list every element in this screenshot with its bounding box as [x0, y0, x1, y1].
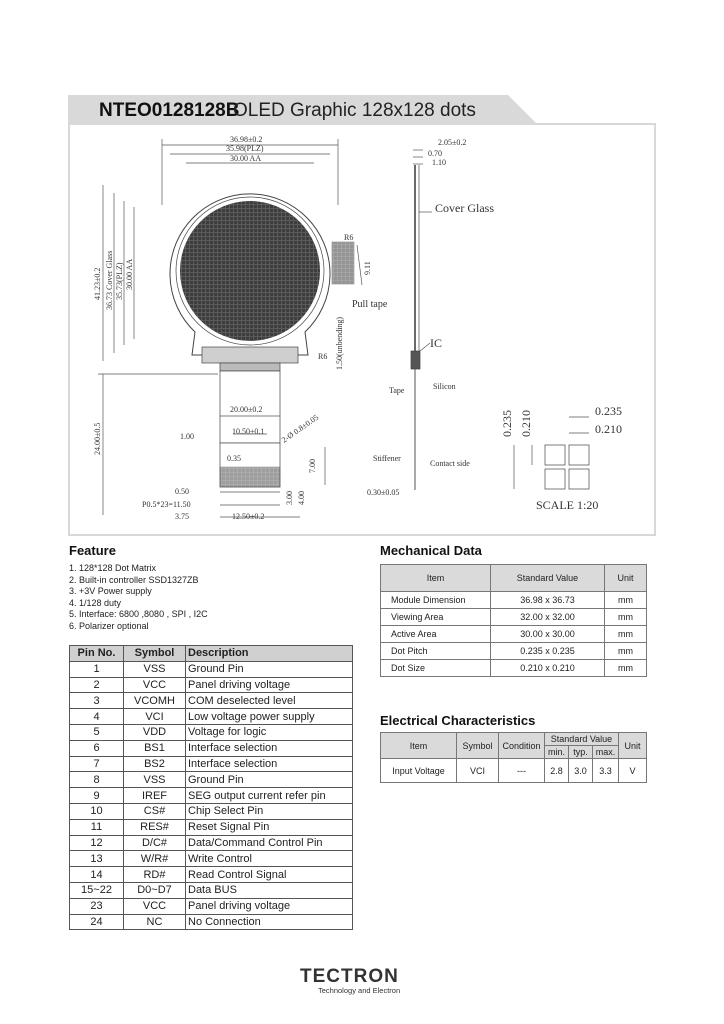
- scale-label: SCALE 1:20: [536, 498, 599, 512]
- table-row: [70, 709, 353, 725]
- table-row: [70, 677, 353, 693]
- pin-no-cell: 5: [70, 724, 124, 740]
- item-header: Item: [381, 565, 491, 592]
- symbol-cell: VCOMH: [124, 693, 186, 709]
- page-title: OLED Graphic 128x128 dots: [233, 100, 476, 121]
- description-cell: Read Control Signal: [186, 867, 353, 883]
- dim-050: 0.50: [175, 487, 189, 496]
- mechanical-table-body: [381, 592, 647, 677]
- description-cell: Data/Command Control Pin: [186, 835, 353, 851]
- dim-100: 1.00: [180, 432, 194, 441]
- dim-fpc-length: 24.00±0.5: [93, 422, 102, 455]
- pin-no-cell: 3: [70, 693, 124, 709]
- dim-110: 1.10: [432, 158, 446, 167]
- table-row: [381, 626, 647, 643]
- table-header-row: [381, 565, 647, 592]
- symbol-cell: BS1: [124, 740, 186, 756]
- description-cell: Write Control: [186, 851, 353, 867]
- pin-no-cell: 9: [70, 788, 124, 804]
- unit-cell: mm: [605, 660, 647, 677]
- pin-no-cell: 2: [70, 677, 124, 693]
- description-cell: Panel driving voltage: [186, 677, 353, 693]
- standard-value-header: Standard Value: [545, 733, 619, 746]
- dim-pitch-v: 0.235: [500, 410, 514, 437]
- symbol-header: Symbol: [457, 733, 499, 759]
- pin-no-cell: 12: [70, 835, 124, 851]
- symbol-cell: VCC: [124, 898, 186, 914]
- dim-300: 3.00: [285, 491, 294, 505]
- description-cell: Interface selection: [186, 756, 353, 772]
- max-cell: 3.3: [593, 759, 619, 783]
- list-item: 5. Interface: 6800 ,8080 , SPI , I2C: [69, 609, 208, 620]
- pin-no-cell: 13: [70, 851, 124, 867]
- dim-size-h: 0.210: [595, 422, 622, 436]
- table-row: [70, 693, 353, 709]
- dim-pull-tape: 9.11: [363, 261, 372, 275]
- pin-no-cell: 23: [70, 898, 124, 914]
- description-cell: Low voltage power supply: [186, 709, 353, 725]
- feature-heading: Feature: [69, 543, 116, 558]
- table-header-row: [70, 646, 353, 662]
- dim-375: 3.75: [175, 512, 189, 521]
- unit-header: Unit: [619, 733, 647, 759]
- description-cell: Ground Pin: [186, 772, 353, 788]
- standard-value-header: Standard Value: [491, 565, 605, 592]
- table-header-row: [381, 733, 647, 746]
- min-cell: 2.8: [545, 759, 569, 783]
- list-item: 2. Built-in controller SSD1327ZB: [69, 574, 199, 585]
- symbol-cell: VSS: [124, 772, 186, 788]
- table-row: [70, 772, 353, 788]
- description-cell: COM deselected level: [186, 693, 353, 709]
- dim-radius-top: R6: [344, 233, 354, 242]
- item-cell: Input Voltage: [381, 759, 457, 783]
- table-row: [381, 643, 647, 660]
- symbol-header: Symbol: [124, 646, 186, 662]
- unit-cell: mm: [605, 643, 647, 660]
- dim-400: 4.00: [297, 491, 306, 505]
- mechanical-heading: Mechanical Data: [380, 543, 482, 558]
- list-item: 1. 128*128 Dot Matrix: [69, 563, 157, 573]
- dim-aa-height: 30.00 AA: [125, 258, 134, 290]
- pin-no-header: Pin No.: [70, 646, 124, 662]
- symbol-cell: VSS: [124, 661, 186, 677]
- label-silicon: Silicon: [433, 382, 456, 391]
- dim-700: 7.00: [308, 459, 317, 473]
- dim-outer-height: 41.23±0.2: [93, 267, 102, 300]
- symbol-cell: W/R#: [124, 851, 186, 867]
- table-row: [70, 788, 353, 804]
- item-cell: Viewing Area: [381, 609, 491, 626]
- description-cell: Ground Pin: [186, 661, 353, 677]
- description-cell: Voltage for logic: [186, 724, 353, 740]
- dim-pitch-h: 0.235: [595, 404, 622, 418]
- mechanical-drawing: [70, 125, 654, 534]
- table-row: [381, 609, 647, 626]
- unit-cell: mm: [605, 626, 647, 643]
- pin-no-cell: 8: [70, 772, 124, 788]
- dim-size-v: 0.210: [519, 410, 533, 437]
- description-cell: Data BUS: [186, 882, 353, 898]
- table-row: [381, 759, 647, 783]
- list-item: 6. Polarizer optional: [69, 620, 149, 631]
- table-row: [70, 819, 353, 835]
- table-row: [70, 661, 353, 677]
- description-cell: Reset Signal Pin: [186, 819, 353, 835]
- table-row: [70, 914, 353, 930]
- table-row: [70, 740, 353, 756]
- standard-value-cell: 30.00 x 30.00: [491, 626, 605, 643]
- dim-outer-width: 36.98±0.2: [230, 135, 263, 144]
- table-row: [70, 851, 353, 867]
- label-pull-tape: Pull tape: [352, 299, 388, 310]
- label-stiffener: Stiffener: [373, 454, 401, 463]
- table-row: [70, 756, 353, 772]
- standard-value-cell: 0.235 x 0.235: [491, 643, 605, 660]
- symbol-cell: VDD: [124, 724, 186, 740]
- dim-unbending: 1.50(unbending): [335, 316, 344, 370]
- part-number: NTEO0128128B: [99, 100, 240, 121]
- dim-cover-glass: 36.73 Cover Glass: [105, 250, 114, 310]
- unit-cell: mm: [605, 609, 647, 626]
- dim-thickness: 2.05±0.2: [438, 138, 467, 147]
- dim-hole-dist: 10.50±0.1: [232, 427, 265, 436]
- pin-table: [69, 645, 353, 930]
- table-row: [70, 724, 353, 740]
- dim-hole: 2-Ø 0.8±0.05: [279, 412, 321, 445]
- symbol-cell: BS2: [124, 756, 186, 772]
- item-cell: Module Dimension: [381, 592, 491, 609]
- dim-stiffener-thk: 0.30±0.05: [367, 488, 400, 497]
- list-item: 4. 1/128 duty: [69, 597, 122, 608]
- label-cover-glass: Cover Glass: [435, 201, 494, 215]
- brand-name: TECTRON: [300, 966, 399, 987]
- unit-cell: mm: [605, 592, 647, 609]
- min-header: min.: [545, 746, 569, 759]
- pin-no-cell: 24: [70, 914, 124, 930]
- brand-tagline: Technology and Electron: [318, 986, 401, 995]
- dim-aa-width: 30.00 AA: [230, 154, 262, 163]
- pin-no-cell: 14: [70, 867, 124, 883]
- dim-fpc-width: 20.00±0.2: [230, 405, 263, 414]
- electrical-heading: Electrical Characteristics: [380, 713, 536, 728]
- brand-logo: [300, 966, 399, 988]
- standard-value-cell: 32.00 x 32.00: [491, 609, 605, 626]
- description-cell: SEG output current refer pin: [186, 788, 353, 804]
- item-header: Item: [381, 733, 457, 759]
- description-header: Description: [186, 646, 353, 662]
- table-row: [70, 803, 353, 819]
- dim-pitch: P0.5*23=11.50: [142, 500, 191, 509]
- description-cell: Interface selection: [186, 740, 353, 756]
- symbol-cell: RD#: [124, 867, 186, 883]
- unit-cell: V: [619, 759, 647, 783]
- pin-no-cell: 6: [70, 740, 124, 756]
- dim-conn-width: 12.50±0.2: [232, 512, 265, 521]
- symbol-cell: VCI: [124, 709, 186, 725]
- typ-header: typ.: [569, 746, 593, 759]
- pin-no-cell: 4: [70, 709, 124, 725]
- feature-list: [69, 563, 208, 633]
- dim-070: 0.70: [428, 149, 442, 158]
- symbol-cell: D/C#: [124, 835, 186, 851]
- description-cell: Chip Select Pin: [186, 803, 353, 819]
- table-row: [381, 660, 647, 677]
- unit-header: Unit: [605, 565, 647, 592]
- item-cell: Dot Pitch: [381, 643, 491, 660]
- description-cell: Panel driving voltage: [186, 898, 353, 914]
- table-row: [70, 867, 353, 883]
- max-header: max.: [593, 746, 619, 759]
- table-row: [70, 898, 353, 914]
- pin-no-cell: 11: [70, 819, 124, 835]
- standard-value-cell: 0.210 x 0.210: [491, 660, 605, 677]
- typ-cell: 3.0: [569, 759, 593, 783]
- symbol-cell: IREF: [124, 788, 186, 804]
- symbol-cell: CS#: [124, 803, 186, 819]
- description-cell: No Connection: [186, 914, 353, 930]
- table-row: [70, 835, 353, 851]
- pin-no-cell: 7: [70, 756, 124, 772]
- item-cell: Active Area: [381, 626, 491, 643]
- symbol-cell: D0~D7: [124, 882, 186, 898]
- label-contact-side: Contact side: [430, 459, 470, 468]
- standard-value-cell: 36.98 x 36.73: [491, 592, 605, 609]
- dim-radius-bottom: R6: [318, 352, 328, 361]
- table-row: [381, 592, 647, 609]
- pin-no-cell: 1: [70, 661, 124, 677]
- condition-header: Condition: [499, 733, 545, 759]
- condition-cell: ---: [499, 759, 545, 783]
- symbol-cell: NC: [124, 914, 186, 930]
- pin-no-cell: 15~22: [70, 882, 124, 898]
- pin-table-body: [70, 661, 353, 930]
- item-cell: Dot Size: [381, 660, 491, 677]
- label-tape: Tape: [389, 386, 405, 395]
- table-row: [70, 882, 353, 898]
- dim-plz-width: 35.98(PLZ): [226, 144, 264, 153]
- dim-plz-height: 35.73(PLZ): [115, 262, 124, 300]
- list-item: 3. +3V Power supply: [69, 586, 152, 597]
- symbol-cell: VCC: [124, 677, 186, 693]
- pin-no-cell: 10: [70, 803, 124, 819]
- symbol-cell: VCI: [457, 759, 499, 783]
- mechanical-table: [380, 564, 647, 677]
- dim-035: 0.35: [227, 454, 241, 463]
- symbol-cell: RES#: [124, 819, 186, 835]
- electrical-table: [380, 732, 647, 783]
- label-ic: IC: [430, 336, 442, 350]
